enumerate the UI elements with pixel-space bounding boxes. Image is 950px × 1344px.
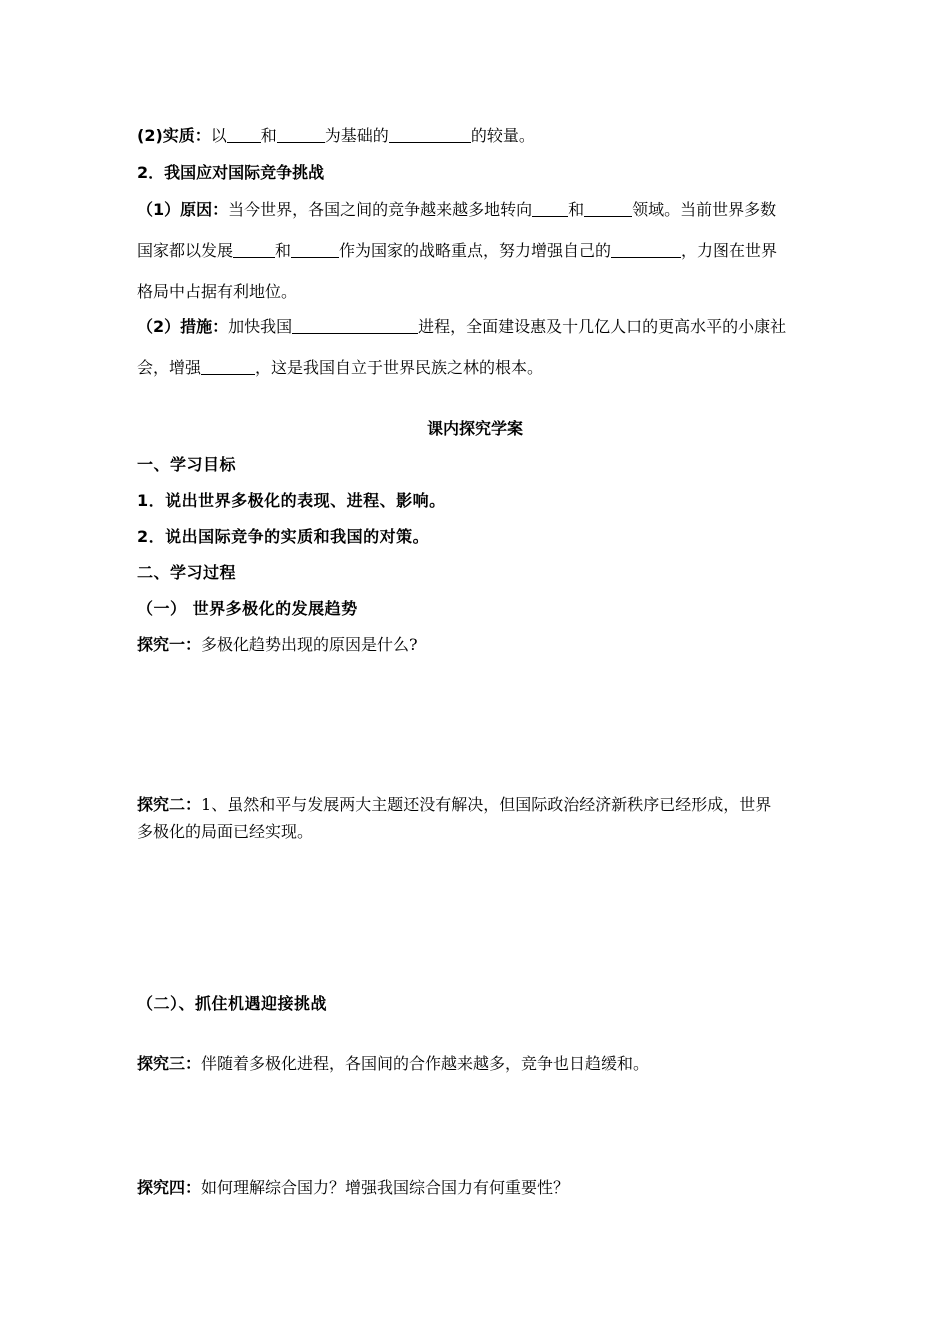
goal-item-1: 1．说出世界多极化的表现、进程、影响。 (137, 491, 446, 510)
explore-three-label: 探究三： (137, 1054, 202, 1073)
explore-one (137, 634, 418, 656)
explore-four-text: 如何理解综合国力？增强我国综合国力有何重要性？ (201, 1178, 570, 1197)
explore-four (137, 1177, 569, 1199)
part-two-heading: （二）、抓住机遇迎接挑战 (137, 994, 328, 1013)
fill-blank (201, 358, 255, 375)
explore-two-line-2: 多极化的局面已经实现。 (137, 822, 314, 841)
reason-line-1 (137, 199, 776, 221)
text-fragment: 国家都以发展 (137, 241, 234, 260)
text-fragment: 作为国家的战略重点，努力增强自己的 (339, 241, 612, 260)
explore-three-text: 伴随着多极化进程，各国间的合作越来越多，竞争也日趋缓和。 (201, 1054, 650, 1073)
fill-blank (291, 241, 339, 258)
reason-label: （1）原因： (137, 200, 229, 219)
goals-heading: 一、学习目标 (137, 455, 237, 474)
text-fragment: 的较量。 (470, 126, 535, 145)
essence-label: (2)实质： (137, 126, 211, 145)
text-fragment: 当今世界，各国之间的竞争越来越多地转向 (228, 200, 533, 219)
text-fragment: 以 (210, 126, 227, 145)
explore-four-label: 探究四： (137, 1178, 202, 1197)
text-fragment: ，力图在世界 (681, 241, 778, 260)
measure-line-1 (137, 316, 786, 338)
text-fragment: 和 (568, 200, 585, 219)
reason-line-2 (137, 240, 777, 262)
explore-two-label: 探究二： (137, 795, 202, 814)
fill-blank (233, 241, 275, 258)
text-fragment: 进程，全面建设惠及十几亿人口的更高水平的小康社 (418, 317, 787, 336)
text-fragment: ，这是我国自立于世界民族之林的根本。 (255, 358, 544, 377)
fill-blank (584, 200, 632, 217)
fill-blank (389, 126, 471, 143)
goal-item-2: 2．说出国际竞争的实质和我国的对策。 (137, 527, 430, 546)
fill-blank (532, 200, 568, 217)
fill-blank (611, 241, 681, 258)
part-one-heading: （一） 世界多极化的发展趋势 (137, 599, 358, 618)
explore-two-line-1 (137, 794, 771, 816)
explore-two-text: 1、虽然和平与发展两大主题还没有解决，但国际政治经济新秩序已经形成，世界 (201, 795, 772, 814)
explore-one-text: 多极化趋势出现的原因是什么? (201, 635, 418, 654)
reason-line-3: 格局中占据有利地位。 (137, 282, 298, 301)
essence-line (137, 125, 535, 147)
process-heading: 二、学习过程 (137, 563, 237, 582)
text-fragment: 为基础的 (324, 126, 389, 145)
text-fragment: 会，增强 (137, 358, 202, 377)
text-fragment: 加快我国 (228, 317, 293, 336)
text-fragment: 和 (275, 241, 292, 260)
section-title: 课内探究学案 (426, 419, 523, 438)
text-fragment: 领域。当前世界多数 (632, 200, 777, 219)
measure-line-2 (137, 357, 543, 379)
explore-three (137, 1053, 649, 1075)
section-heading: 2．我国应对国际竞争挑战 (137, 163, 325, 182)
measure-label: （2）措施： (137, 317, 229, 336)
fill-blank (227, 126, 261, 143)
fill-blank (277, 126, 325, 143)
text-fragment: 和 (260, 126, 277, 145)
explore-one-label: 探究一： (137, 635, 202, 654)
fill-blank (292, 317, 418, 334)
